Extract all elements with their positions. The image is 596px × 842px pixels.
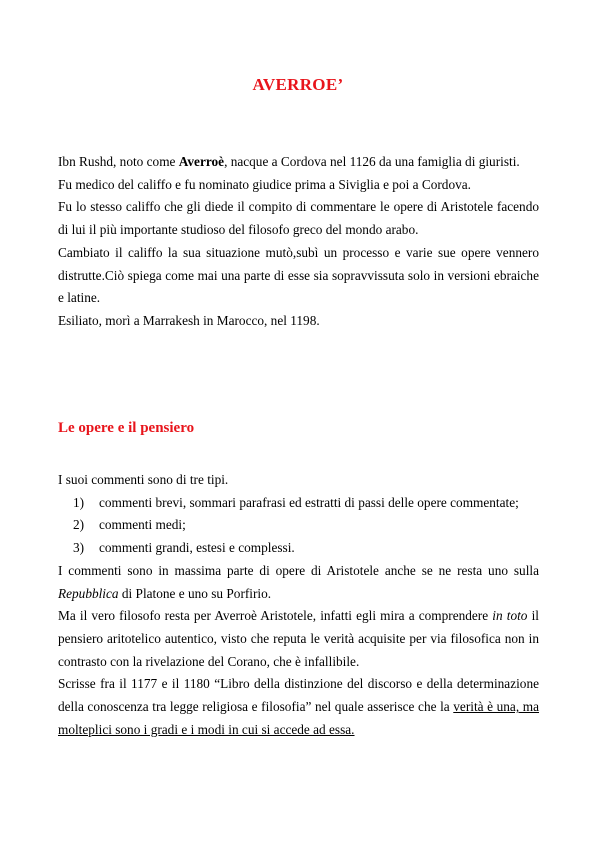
- text-span: Ibn Rushd, noto come: [58, 154, 179, 169]
- list-item: [73, 514, 539, 537]
- list-item-text: commenti grandi, estesi e complessi.: [99, 540, 295, 556]
- text-span: Scrisse fra il 1177 e il 1180 “Libro della distinzione del discorso e della determinazione della conoscenza tra legge religiosa e filosofia” nel quale asserisce che la: [58, 676, 539, 715]
- page-title: AVERROE’: [252, 75, 344, 94]
- section-paragraph-1: [58, 560, 539, 605]
- list-number: 1): [73, 494, 85, 510]
- list-number: 3): [73, 540, 85, 556]
- list-item-text: commenti medi;: [99, 517, 186, 533]
- italic-title: Repubblica: [58, 585, 119, 601]
- text-span: , nacque a Cordova nel 1126 da una famiglia di giuristi.: [224, 154, 520, 169]
- section-lead: I suoi commenti sono di tre tipi.: [58, 472, 229, 487]
- intro-paragraph-3: Fu lo stesso califfo che gli diede il compito di commentare le opere di Aristotele facendo di lui il più importante studioso del filosofo greco del mondo arabo.: [58, 199, 539, 238]
- section-heading: Le opere e il pensiero: [58, 420, 195, 436]
- intro-paragraph-2: Fu medico del califfo e fu nominato giudice prima a Siviglia e poi a Cordova.: [58, 176, 471, 192]
- list-item-text: commenti brevi, sommari parafrasi ed estratti di passi delle opere commentate;: [99, 494, 519, 510]
- list-item: [73, 492, 539, 515]
- bold-name: Averroè: [178, 154, 225, 169]
- list-item: [73, 537, 539, 560]
- section-paragraph-2: [58, 605, 539, 673]
- commentary-list: [58, 492, 539, 560]
- works-section: [58, 469, 539, 741]
- intro-paragraph-1: [58, 151, 539, 174]
- section-paragraph-3: [58, 673, 539, 741]
- text-span: il pensiero aritotelico autentico, visto che reputa le verità acquisite per via filosofica non in contrasto con la rivelazione del Corano, che è infallibile.: [58, 608, 540, 669]
- italic-phrase: in toto: [492, 608, 528, 624]
- intro-paragraph-5: Esiliato, morì a Marrakesh in Marocco, nel 1198.: [58, 312, 320, 328]
- intro-section: [58, 151, 539, 333]
- underlined-phrase: verità è una, ma molteplici sono i gradi e i modi in cui si accede ad essa.: [58, 699, 539, 737]
- text-span: Ma il vero filosofo resta per Averroè Aristotele, infatti egli mira a comprendere: [58, 608, 493, 624]
- list-number: 2): [73, 517, 85, 533]
- text-span: I commenti sono in massima parte di opere di Aristotele anche se ne resta uno sulla: [58, 562, 539, 578]
- intro-paragraph-4: Cambiato il califfo la sua situazione mutò,subì un processo e varie sue opere vennero distrutte.Ciò spiega come mai una parte di esse sia sopravvissuta solo in versioni ebraiche e latine.: [58, 244, 539, 306]
- text-span: di Platone e uno su Porfirio.: [118, 585, 272, 601]
